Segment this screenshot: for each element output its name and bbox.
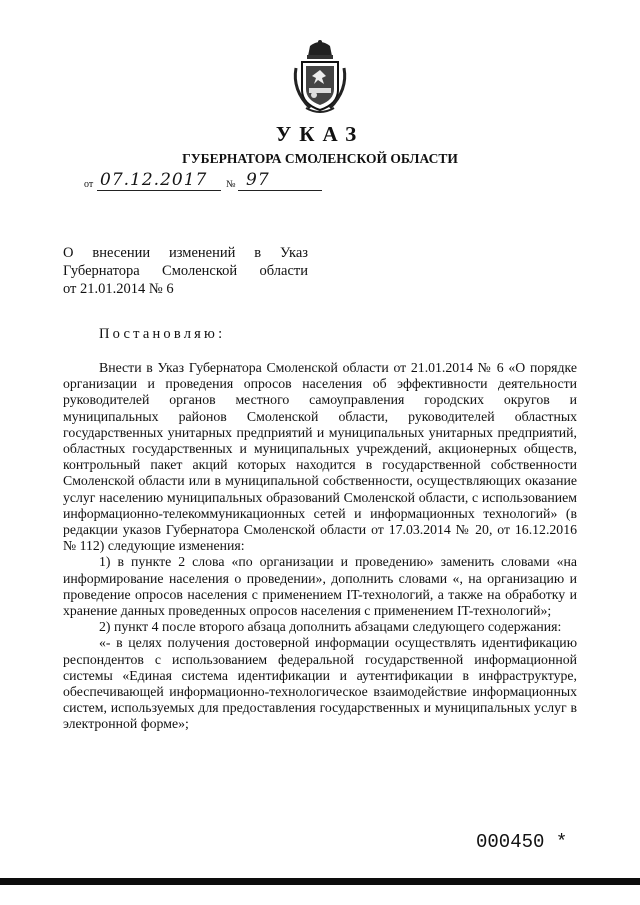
handwritten-number: 97 <box>246 170 270 190</box>
date-label: от <box>84 179 94 190</box>
subject-line: от 21.01.2014 № 6 <box>63 281 174 297</box>
date-underline <box>97 190 221 191</box>
body-paragraph: «- в целях получения достоверной информации осуществлять идентификацию респондентов с использованием федеральной государственной информационной системы «Единая система идентификации и аутентификации в инфраструктуре, обеспечивающей информационно-технологическое взаимодействие информационных систем, используемых для предоставления государственных и муниципальных услуг в электронной форме»; <box>63 635 577 732</box>
body-paragraph: Внести в Указ Губернатора Смоленской области от 21.01.2014 № 6 «О порядке организации и проведения опросов населения об эффективности деятельности руководителей органов местного самоуправления городских округов и муниципальных районов Смоленской области, руководителей областных государственных унитарных предприятий и муниципальных унитарных предприятий, областных государственных и муниципальных учреждений, акционерных обществ, контрольный пакет акций которых находится в государственной собственности Смоленской области или в муниципальной собственности, осуществляющих оказание услуг населению муниципальных образований Смоленской области, с использованием информационно-телекоммуникационных сетей и информационных технологий» (в редакции указов Губернатора Смоленской области от 17.03.2014 № 20, от 16.12.2016 № 112) следующие изменения: <box>63 360 577 554</box>
bottom-scan-bar <box>0 878 640 885</box>
body-paragraph: 2) пункт 4 после второго абзаца дополнить абзацами следующего содержания: <box>99 619 562 635</box>
coat-of-arms-icon <box>290 40 350 115</box>
handwritten-date: 07.12.2017 <box>100 170 208 190</box>
decree-word: Постановляю: <box>99 326 226 342</box>
subject-line: Губернатора Смоленской области <box>63 263 308 279</box>
decree-subject <box>63 244 308 298</box>
number-label: № <box>226 179 236 190</box>
subject-line: О внесении изменений в Указ <box>63 245 308 261</box>
number-underline <box>238 190 322 191</box>
decree-body <box>63 360 577 733</box>
document-title: УКАЗ <box>275 122 365 146</box>
body-paragraph: 1) в пункте 2 слова «по организации и проведению» заменить словами «на информирование населения о проведении», дополнить словами «, на организацию и проведение опросов населения с применением IT-технологий, а также на обработку и хранение данных проведенных опросов населения с применением IT-технологий»; <box>63 554 577 619</box>
date-number-line <box>84 168 324 194</box>
document-subtitle: ГУБЕРНАТОРА СМОЛЕНСКОЙ ОБЛАСТИ <box>182 151 458 166</box>
document-serial-number: 000450 * <box>476 831 568 853</box>
